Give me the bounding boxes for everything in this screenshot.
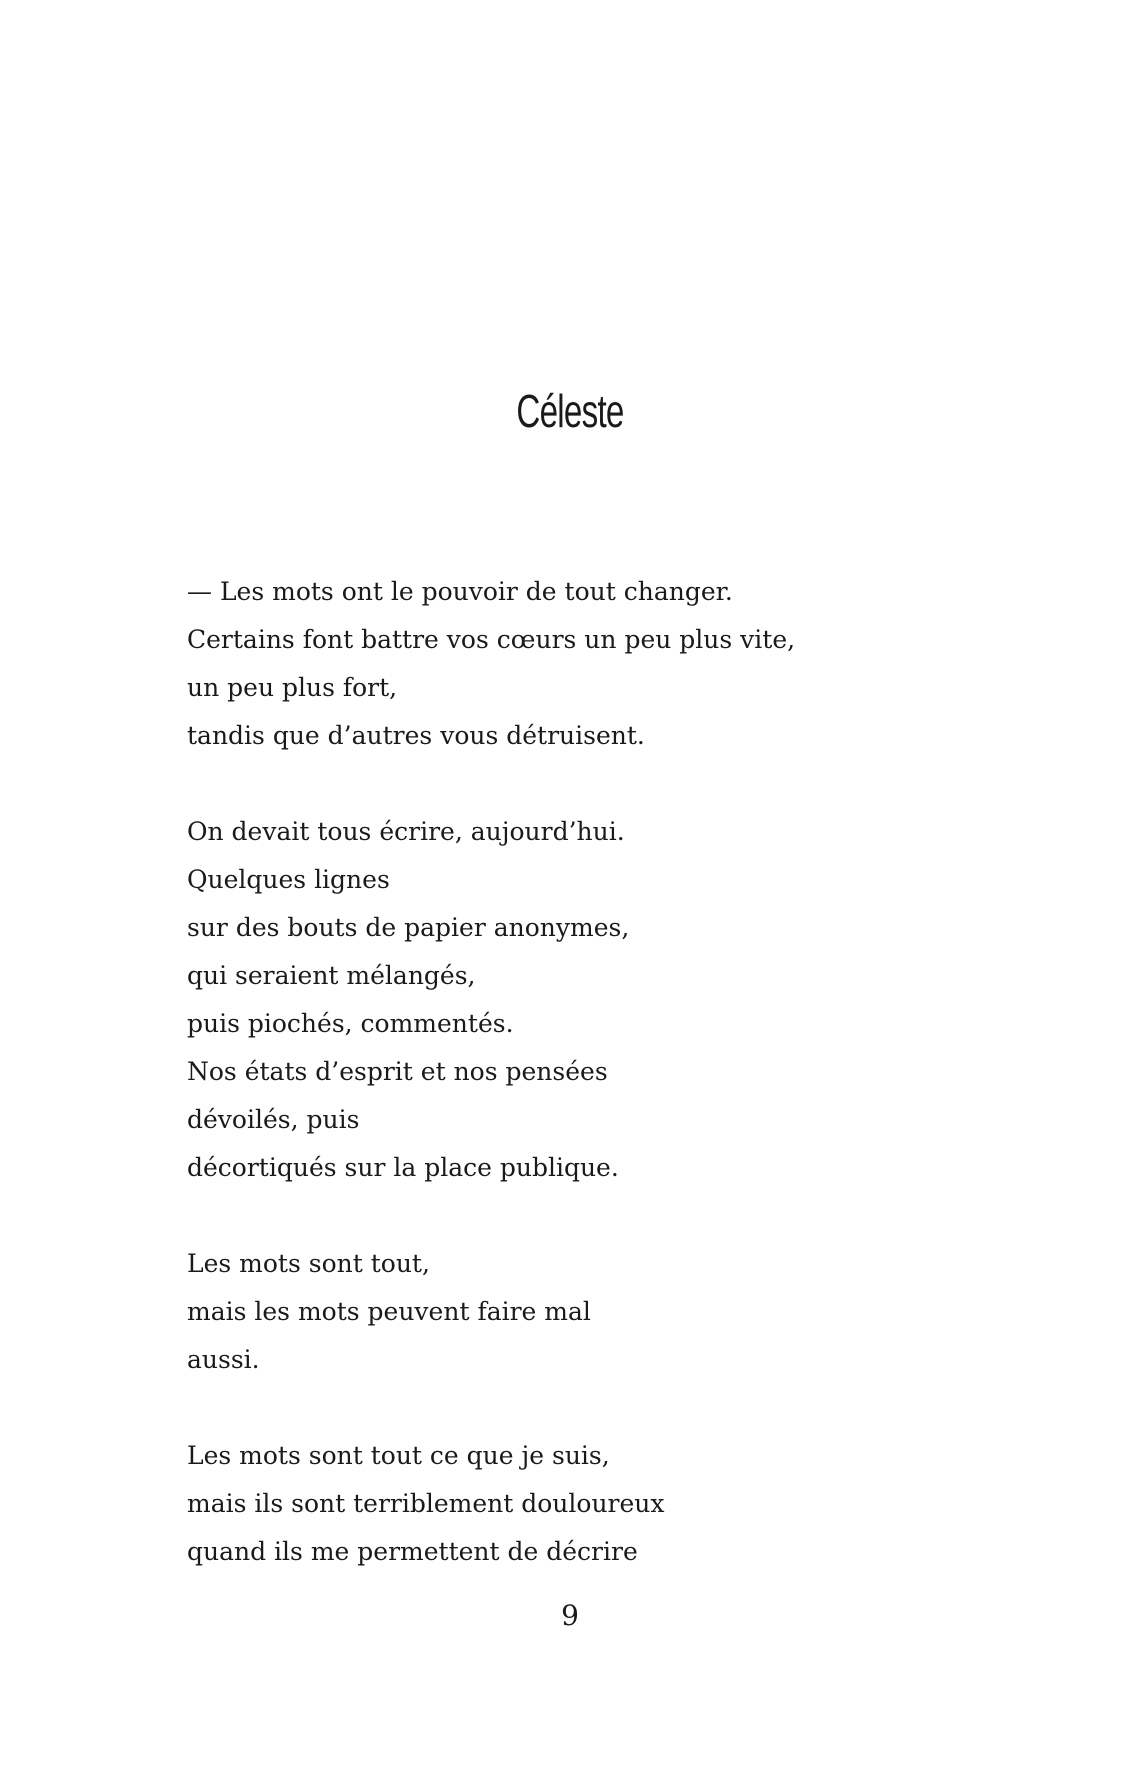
poem-line: Nos états d’esprit et nos pensées (187, 1057, 608, 1086)
poem-line: décortiqués sur la place publique. (187, 1153, 619, 1182)
stanza (187, 1432, 987, 1576)
poem-line: puis piochés, commentés. (187, 1009, 514, 1038)
poem-body (187, 568, 987, 1624)
poem-line: Les mots sont tout, (187, 1249, 430, 1278)
poem-line: Les mots sont tout ce que je suis, (187, 1441, 610, 1470)
stanza (187, 1240, 987, 1384)
stanza (187, 808, 987, 1192)
poem-line: — Les mots ont le pouvoir de tout changer. (187, 577, 733, 606)
poem-line: quand ils me permettent de décrire (187, 1537, 638, 1566)
poem-line: On devait tous écrire, aujourd’hui. (187, 817, 625, 846)
poem-line: Certains font battre vos cœurs un peu plus vite, (187, 625, 796, 654)
poem-line: sur des bouts de papier anonymes, (187, 913, 630, 942)
poem-line: mais ils sont terriblement douloureux (187, 1489, 665, 1518)
stanza (187, 568, 987, 760)
poem-line: qui seraient mélangés, (187, 961, 476, 990)
poem-line: dévoilés, puis (187, 1105, 360, 1134)
page-number: 9 (561, 1599, 579, 1632)
chapter-title: Céleste (516, 385, 624, 437)
poem-line: un peu plus fort, (187, 673, 398, 702)
poem-line: tandis que d’autres vous détruisent. (187, 721, 645, 750)
poem-line: aussi. (187, 1345, 260, 1374)
poem-line: Quelques lignes (187, 865, 390, 894)
poem-line: mais les mots peuvent faire mal (187, 1297, 591, 1326)
